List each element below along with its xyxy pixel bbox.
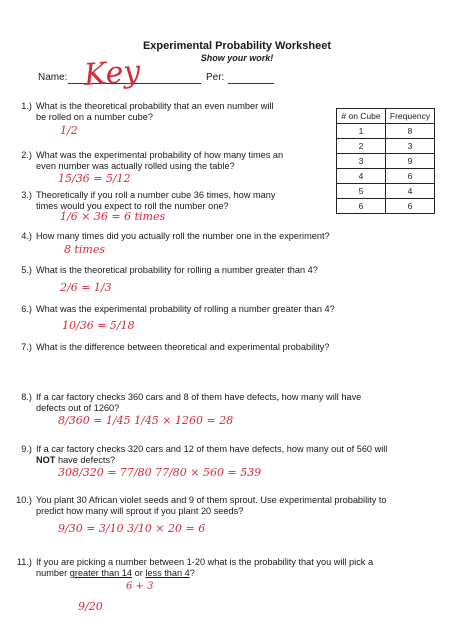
table-cell: 4 (337, 169, 386, 184)
table-row (337, 169, 435, 184)
question-text: If a car factory checks 320 cars and 12 of them have defects, how many out of 560 will (36, 444, 388, 454)
question-8 (8, 392, 361, 414)
question-text: What was the experimental probability of how many times an (36, 150, 284, 160)
question-number: 4.) (21, 231, 32, 241)
question-text: ? (189, 568, 195, 578)
table-cell: 6 (386, 169, 435, 184)
question-text: be rolled on a number cube? (36, 112, 153, 122)
worksheet-subtitle: Show your work! (200, 53, 274, 63)
question-text: times would you expect to roll the number one? (36, 201, 229, 211)
question-text: defects out of 1260? (36, 403, 120, 413)
frequency-table (336, 108, 435, 214)
question-number: 8.) (21, 392, 32, 402)
worksheet-title: Experimental Probability Worksheet (142, 40, 332, 52)
table-row (337, 199, 435, 214)
question-number: 3.) (21, 190, 32, 200)
table-row (337, 139, 435, 154)
per-line (228, 83, 274, 84)
table-cell: 3 (386, 139, 435, 154)
question-text: have defects? (55, 455, 116, 465)
name-label: Name: (38, 72, 68, 83)
table-row (337, 184, 435, 199)
question-4 (8, 231, 330, 242)
question-number: 9.) (21, 444, 32, 454)
answer-5: 2/6 = 1/3 (60, 281, 112, 294)
question-text: What is the theoretical probability that an even number will (36, 101, 274, 111)
table-cell: 3 (337, 154, 386, 169)
table-cell: 2 (337, 139, 386, 154)
answer-3: 1/6 × 36 = 6 times (60, 210, 166, 223)
question-10 (8, 495, 387, 517)
question-number: 1.) (21, 101, 32, 111)
per-label: Per: (206, 72, 225, 83)
table-row (337, 154, 435, 169)
question-number: 5.) (21, 265, 32, 275)
answer-6: 10/36 = 5/18 (62, 319, 135, 332)
question-7 (8, 342, 330, 353)
question-text: If a car factory checks 360 cars and 8 of them have defects, how many will have (36, 392, 362, 402)
question-text: number (36, 568, 70, 578)
table-cell: 4 (386, 184, 435, 199)
question-1 (8, 101, 273, 123)
table-header: # on Cube (337, 109, 386, 124)
table-cell: 6 (386, 199, 435, 214)
question-text: What is the difference between theoretical and experimental probability? (36, 342, 330, 352)
question-underlined: greater than 14 (69, 568, 133, 578)
table-cell: 8 (386, 124, 435, 139)
answer-11-note: 6 + 3 (126, 581, 154, 592)
question-9 (8, 444, 387, 466)
question-11 (8, 557, 373, 579)
answer-2: 15/36 = 5/12 (58, 172, 131, 185)
question-number: 6.) (21, 304, 32, 314)
question-5 (8, 265, 318, 276)
question-text: Theoretically if you roll a number cube 36 times, how many (36, 190, 276, 200)
answer-8: 8/360 = 1/45 1/45 × 1260 = 28 (58, 414, 234, 427)
table-cell: 1 (337, 124, 386, 139)
question-number: 2.) (21, 150, 32, 160)
question-text: How many times did you actually roll the number one in the experiment? (36, 231, 330, 241)
question-6 (8, 304, 335, 315)
answer-4: 8 times (64, 243, 106, 256)
question-2 (8, 150, 283, 172)
question-text: What was the experimental probability of rolling a number greater than 4? (36, 304, 335, 314)
question-3 (8, 190, 276, 212)
table-row (337, 124, 435, 139)
table-cell: 5 (337, 184, 386, 199)
question-text: What is the theoretical probability for rolling a number greater than 4? (36, 265, 318, 275)
question-number: 11.) (16, 557, 32, 567)
question-number: 7.) (21, 342, 32, 352)
answer-10: 9/30 = 3/10 3/10 × 20 = 6 (58, 522, 206, 535)
question-underlined: less than 4 (145, 568, 190, 578)
question-text: If you are picking a number between 1-20 what is the probability that you will pick a (36, 557, 374, 567)
answer-9: 308/320 = 77/80 77/80 × 560 = 539 (58, 466, 262, 479)
question-text: You plant 30 African violet seeds and 9 of them sprout. Use experimental probability to (36, 495, 387, 505)
name-handwritten: Key (82, 54, 142, 93)
question-number: 10.) (16, 495, 32, 505)
answer-1: 1/2 (60, 124, 78, 137)
table-cell: 9 (386, 154, 435, 169)
question-emphasis: NOT (36, 455, 56, 465)
question-text: predict how many will sprout if you plant 20 seeds? (36, 506, 244, 516)
table-header: Frequency (386, 109, 435, 124)
question-text: even number was actually rolled using the table? (36, 161, 235, 171)
question-text: or (132, 568, 146, 578)
table-cell: 6 (337, 199, 386, 214)
answer-11: 9/20 (78, 600, 103, 613)
